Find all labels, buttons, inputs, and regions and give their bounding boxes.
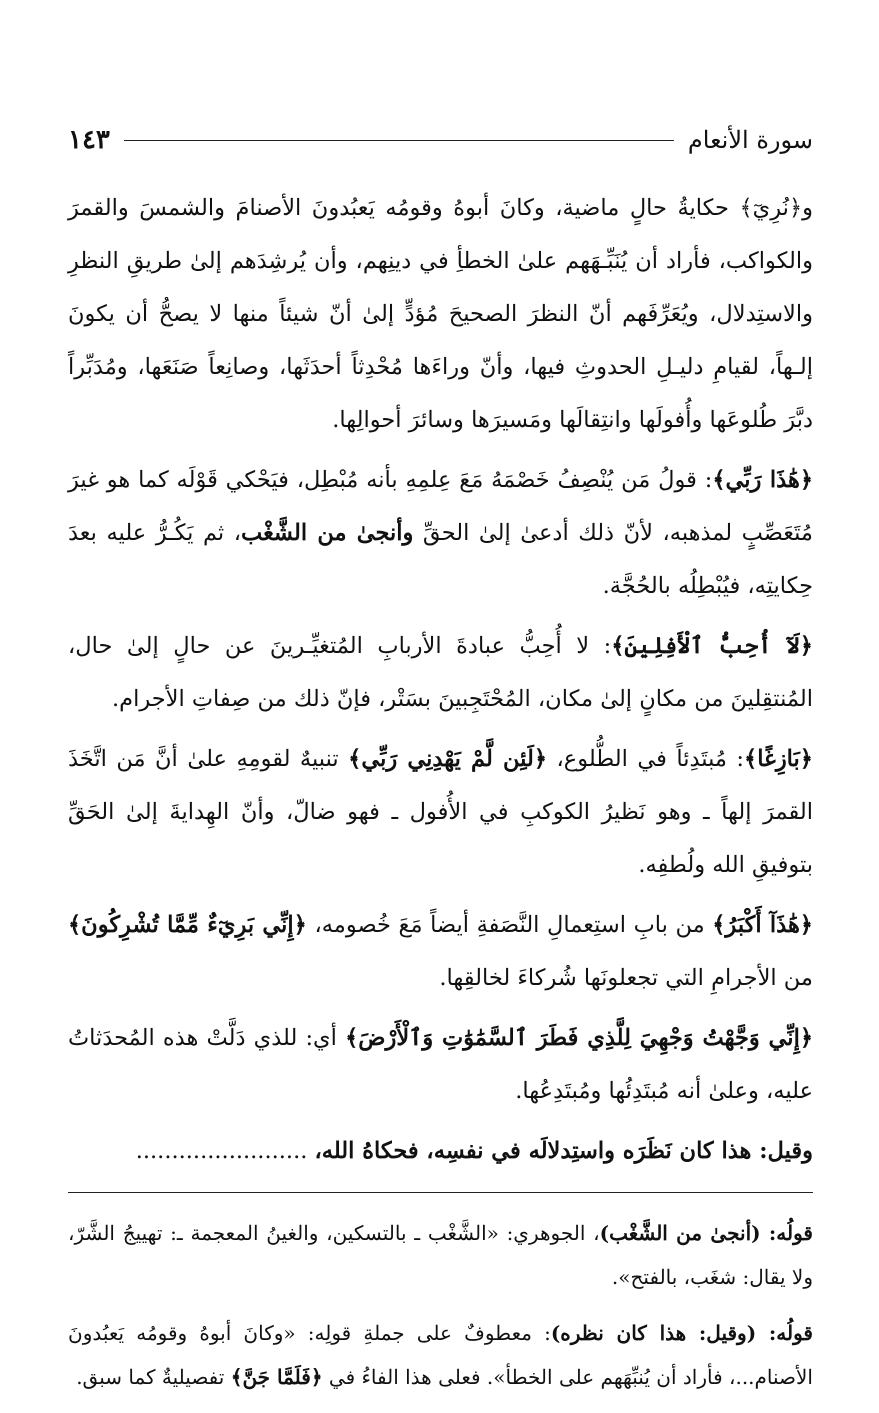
paragraph-text: : قولُ مَن يُنْصِفُ خَصْمَهُ مَعَ عِلمِهِ بأنه مُبْطِل، فيَحْكي قَوْلَه كما هو غيرَ مُتَعَصِّبٍ لمذهبه، لأنّ ذلك أدعىٰ إلىٰ الحقِّ (68, 467, 813, 546)
footnote-lemma: قولُه: (وقيل: هذا كان نظره) (550, 1321, 813, 1345)
paragraph-text: : لا أُحِبُّ عبادةَ الأربابِ المُتغيِّـرينَ عن حالٍ إلىٰ حال، المُنتقِلينَ من مكانٍ إلىٰ مكان، المُحْتَجِبينَ بسَتْر، فإنّ ذلك من صِفاتِ الأجرام. (68, 633, 813, 712)
footnote-divider (68, 1192, 813, 1193)
quran-quote: ﴿هَٰذَا رَبِّي﴾ (712, 467, 814, 493)
paragraph-4 (68, 733, 813, 892)
paragraph-text: ، ثم يَكُـرُّ عليه بعدَ حِكايتِه، فيُبْطِلُه بالحُجَّة. (68, 520, 813, 599)
footnote-text: : معطوفٌ على جملةِ قولِه: «وكانَ أبوهُ وقومُه يَعبُدونَ الأصنام...، فأراد أن يُنبِّهَهم على الخطأ». فعلى هذا الفاءُ في (68, 1321, 813, 1389)
bold-phrase: وقيل: هذا كان نَظَرَه واستِدلالَه في نفسِه، فحكاهُ الله، (314, 1138, 813, 1164)
quran-quote: ﴿لَئِن لَّمْ يَهْدِنِي رَبِّي﴾ (348, 746, 548, 772)
continuation-dots: ........................ (135, 1138, 315, 1164)
footnote-2 (68, 1311, 813, 1399)
paragraph-text: من الأجرامِ التي تجعلونَها شُركاءَ لخالقِها. (439, 965, 813, 991)
paragraph-text: من بابِ استِعمالِ النَّصَفةِ أيضاً مَعَ خُصومه، (306, 912, 713, 938)
footnote-text: ، الجوهري: «الشَّغْب ـ بالتسكين، والغينُ المعجمة ـ: تهييجُ الشَّرّ، ولا يقال: شغَب، بالفتح». (68, 1221, 813, 1289)
footnote-text: تفصيليةٌ كما سبق. (76, 1365, 231, 1389)
quran-quote: ﴿لَآ أُحِبُّ ٱلْأَفِلِينَ﴾ (611, 633, 813, 659)
paragraph-7 (68, 1125, 813, 1178)
footnote-lemma: قولُه: (أنجىٰ من الشَّغْب) (599, 1221, 813, 1245)
paragraph-2 (68, 454, 813, 613)
paragraph-text: أي: للذي دَلَّتْ هذه المُحدَثاتُ عليه، وعلىٰ أنه مُبتَدِئُها ومُبتَدِعُها. (68, 1025, 813, 1104)
bold-phrase: وأنجىٰ من الشَّغْب (240, 520, 414, 546)
paragraph-1: و﴿نُرِيٓ﴾ حكايةُ حالٍ ماضية، وكانَ أبوهُ وقومُه يَعبُدونَ الأصنامَ والشمسَ والقمرَ والكواكب، فأراد أن يُنَبِّـهَهم علىٰ الخطأِ في دينِهم، وأن يُرشِدَهم إلىٰ طريقِ النظرِ والاستِدلال، ويُعَرِّفَهم أنّ النظرَ الصحيحَ مُؤدٍّ إلىٰ أنّ شيئاً منها لا يصحُّ أن يكونَ إلـهاً، لقيامِ دليـلِ الحدوثِ فيها، وأنّ وراءَها مُحْدِثاً أحدَثَها، وصانِعاً صَنَعَها، ومُدَبِّراً دبَّرَ طُلوعَها وأُفولَها وانتِقالَها ومَسيرَها وسائرَ أحوالِها. (68, 195, 813, 433)
paragraph-6 (68, 1012, 813, 1118)
page-header (68, 118, 813, 162)
book-page (68, 118, 813, 1411)
footnote-1 (68, 1211, 813, 1299)
surah-title: سورة الأنعام (687, 126, 813, 154)
quran-quote: ﴿فَلَمَّا جَنَّ﴾ (230, 1365, 323, 1389)
quran-quote: ﴿هَٰذَآ أَكْبَرُ﴾ (712, 912, 813, 938)
quran-quote: ﴿إِنِّي وَجَّهْتُ وَجْهِيَ لِلَّذِي فَطَرَ ٱلسَّمَٰوَٰتِ وَٱلْأَرْضَ﴾ (345, 1025, 813, 1051)
paragraph-5 (68, 899, 813, 1005)
paragraph-text: : مُبتَدِئاً في الطُّلوع، (547, 746, 745, 772)
quran-quote: ﴿بَازِغًا﴾ (744, 746, 813, 772)
quran-quote: ﴿إِنِّي بَرِيٓءٌ مِّمَّا تُشْرِكُونَ﴾ (68, 912, 307, 938)
paragraph-3 (68, 620, 813, 726)
paragraph-text: تنبيهٌ لقومِهِ علىٰ أنَّ مَن اتَّخَذَ القمرَ إلهاً ـ وهو نَظيرُ الكوكبِ في الأُفول ـ فهو ضالّ، وأنّ الهِدايةَ إلىٰ الحَقِّ بتوفيقِ الله ولُطفِه. (68, 746, 813, 878)
page-number: ١٤٣ (68, 125, 110, 155)
header-rule (124, 140, 674, 141)
footnotes (68, 1211, 813, 1399)
main-text (68, 182, 813, 1178)
